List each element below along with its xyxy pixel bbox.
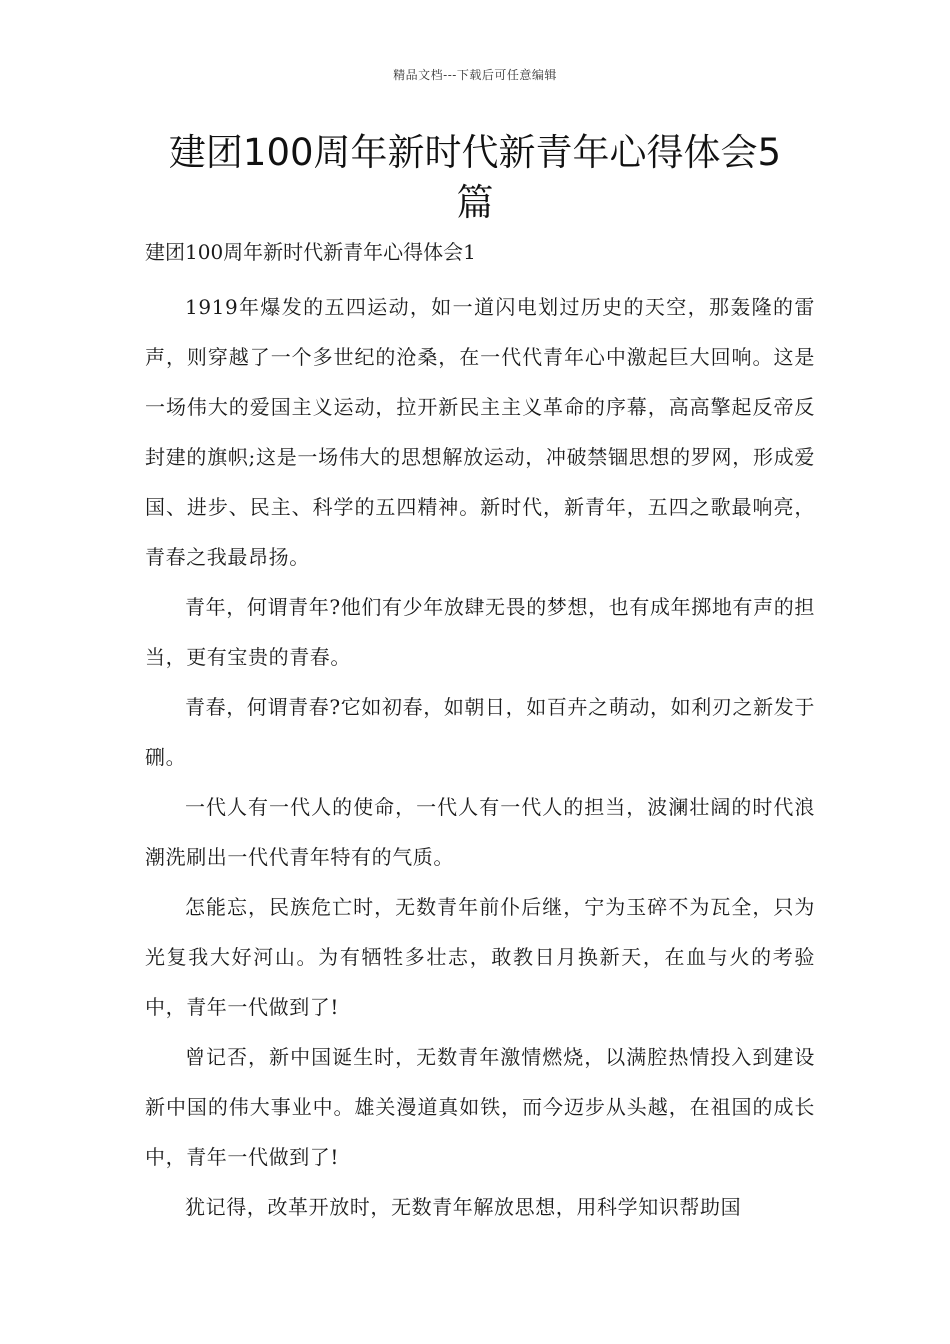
paragraph-4: 一代人有一代人的使命，一代人有一代人的担当，波澜壮阔的时代浪潮洗刷出一代代青年特有的气质。	[145, 795, 815, 869]
paragraph-5: 怎能忘，民族危亡时，无数青年前仆后继，宁为玉碎不为瓦全，只为光复我大好河山。为有牺牲多壮志，敢教日月换新天，在血与火的考验中，青年一代做到了!	[145, 895, 815, 1019]
page-title-line-2: 篇	[456, 181, 494, 224]
paragraph-2: 青年，何谓青年?他们有少年放肆无畏的梦想，也有成年掷地有声的担当，更有宝贵的青春。	[145, 595, 815, 669]
paragraph-1: 1919年爆发的五四运动，如一道闪电划过历史的天空，那轰隆的雷声，则穿越了一个多世纪的沧桑，在一代代青年心中激起巨大回响。这是一场伟大的爱国主义运动，拉开新民主主义革命的序幕，高高擎起反帝反封建的旗帜;这是一场伟大的思想解放运动，冲破禁锢思想的罗网，形成爱国、进步、民主、科学的五四精神。新时代，新青年，五四之歌最响亮，青春之我最昂扬。	[145, 295, 815, 569]
paragraph-6: 曾记否，新中国诞生时，无数青年激情燃烧，以满腔热情投入到建设新中国的伟大事业中。雄关漫道真如铁，而今迈步从头越，在祖国的成长中，青年一代做到了!	[145, 1045, 815, 1169]
section-subtitle: 建团100周年新时代新青年心得体会1	[145, 240, 476, 264]
page-title	[140, 128, 810, 228]
paragraph-7: 犹记得，改革开放时，无数青年解放思想，用科学知识帮助国	[185, 1195, 742, 1219]
document-body	[145, 232, 815, 1232]
page-title-line-1: 建团100周年新时代新青年心得体会5	[168, 131, 782, 174]
paragraph-3: 青春，何谓青春?它如初春，如朝日，如百卉之萌动，如利刃之新发于硎。	[145, 695, 815, 769]
header-note: 精品文档---下载后可任意编辑	[393, 68, 557, 82]
